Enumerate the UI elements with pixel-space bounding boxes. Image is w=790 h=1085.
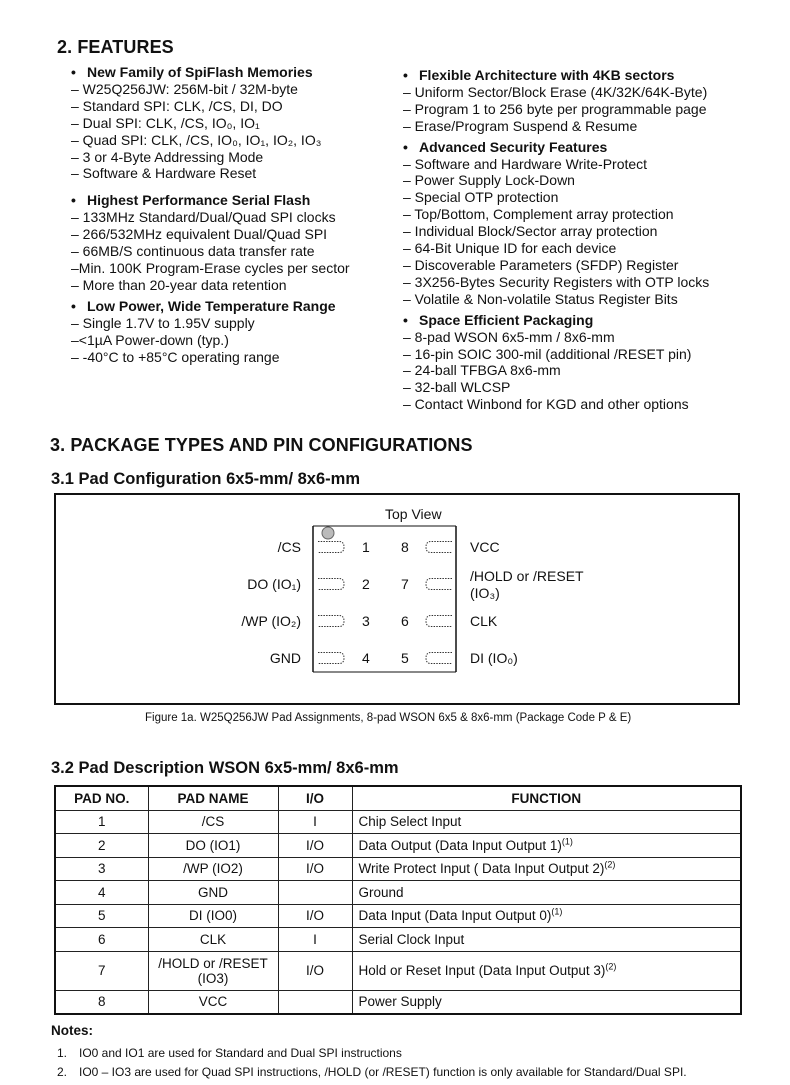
feature-text: – 3 or 4-Byte Addressing Mode bbox=[71, 148, 264, 165]
table-header-row bbox=[55, 786, 741, 810]
pad-2-outline bbox=[318, 579, 344, 590]
feature-group-heading bbox=[71, 192, 350, 209]
feature-text: – Program 1 to 256 byte per programmable page bbox=[403, 100, 707, 117]
note-1 bbox=[57, 1046, 402, 1060]
pad-name-cell bbox=[148, 951, 278, 990]
bullet-icon: • bbox=[403, 138, 408, 155]
footnote-ref: (1) bbox=[551, 906, 563, 917]
pad-5-number: 5 bbox=[401, 650, 409, 666]
pad-1-name: /CS bbox=[277, 539, 301, 555]
function-cell bbox=[352, 928, 741, 952]
footnote-ref: (2) bbox=[604, 859, 616, 870]
feature-item bbox=[403, 291, 709, 308]
feature-text: –<1µA Power-down (typ.) bbox=[71, 331, 229, 348]
function-text: Hold or Reset Input (Data Input Output 3) bbox=[358, 963, 606, 978]
feature-text: – Contact Winbond for KGD and other options bbox=[403, 396, 689, 413]
notes-title: Notes: bbox=[51, 1023, 94, 1038]
feature-item bbox=[403, 118, 709, 135]
note-2 bbox=[57, 1065, 687, 1079]
feature-text: – Uniform Sector/Block Erase (4K/32K/64K-Byte) bbox=[403, 83, 708, 100]
pad-8-outline bbox=[426, 542, 452, 553]
feature-group-heading bbox=[403, 312, 709, 329]
io-cell: I bbox=[278, 928, 352, 952]
function-text: Data Output (Data Input Output 1) bbox=[358, 837, 562, 853]
io-cell: I/O bbox=[278, 834, 352, 858]
bullet-icon: • bbox=[403, 67, 408, 83]
feature-item bbox=[71, 349, 350, 366]
feature-item bbox=[403, 172, 709, 189]
feature-item bbox=[403, 206, 709, 223]
feature-text: – Quad SPI: CLK, /CS, IO₀, IO₁, IO₂, IO₃ bbox=[71, 131, 322, 148]
feature-group-heading bbox=[71, 64, 350, 81]
pad-name-cell: /CS bbox=[148, 810, 278, 834]
pad-3-name: /WP (IO₂) bbox=[241, 613, 301, 629]
table-row bbox=[55, 810, 741, 834]
pad-4-number: 4 bbox=[362, 650, 370, 666]
feature-text: Advanced Security Features bbox=[419, 138, 608, 155]
function-cell bbox=[352, 881, 741, 905]
feature-text: – W25Q256JW: 256M-bit / 32M-byte bbox=[71, 80, 298, 97]
feature-item bbox=[71, 98, 350, 115]
pad-no-cell: 3 bbox=[55, 857, 148, 881]
spacer bbox=[71, 182, 350, 188]
feature-text: Flexible Architecture with 4KB sectors bbox=[419, 67, 675, 83]
feature-group-heading bbox=[403, 67, 709, 84]
note-1-text: IO0 and IO1 are used for Standard and Dual SPI instructions bbox=[79, 1046, 402, 1060]
feature-text: – Top/Bottom, Complement array protection bbox=[403, 206, 674, 223]
feature-text: – 64-Bit Unique ID for each device bbox=[403, 240, 617, 257]
bullet-icon: • bbox=[403, 311, 408, 328]
figure-caption: Figure 1a. W25Q256JW Pad Assignments, 8-pad WSON 6x5 & 8x6-mm (Package Code P & E) bbox=[145, 712, 632, 724]
bullet-icon: • bbox=[71, 64, 76, 80]
function-text: Chip Select Input bbox=[358, 814, 462, 830]
feature-text: New Family of SpiFlash Memories bbox=[87, 64, 313, 80]
table-row bbox=[55, 951, 741, 990]
note-2-text: IO0 – IO3 are used for Quad SPI instructions, /HOLD (or /RESET) function is only available for Standard/Dual SPI. bbox=[79, 1065, 687, 1079]
feature-item bbox=[403, 156, 709, 173]
pad-name-cell: /WP (IO2) bbox=[148, 857, 278, 881]
feature-text: – Standard SPI: CLK, /CS, DI, DO bbox=[71, 97, 283, 114]
feature-group-heading bbox=[71, 298, 350, 315]
feature-text: – Individual Block/Sector array protection bbox=[403, 223, 658, 240]
pad-2-number: 2 bbox=[362, 576, 370, 592]
pad-4-outline bbox=[318, 653, 344, 664]
note-1-number: 1. bbox=[57, 1046, 68, 1060]
pad-name-line1: /HOLD or /RESET bbox=[158, 955, 268, 971]
feature-item bbox=[403, 346, 709, 363]
pad-name-cell: DI (IO0) bbox=[148, 904, 278, 928]
feature-text: – -40°C to +85°C operating range bbox=[71, 348, 280, 365]
pad-name-line2: (IO3) bbox=[197, 970, 229, 986]
feature-text: Low Power, Wide Temperature Range bbox=[87, 297, 336, 314]
table-row bbox=[55, 857, 741, 881]
feature-text: – 32-ball WLCSP bbox=[403, 379, 511, 396]
wson-package-drawing bbox=[56, 495, 742, 707]
feature-item bbox=[71, 132, 350, 149]
feature-item bbox=[71, 81, 350, 98]
pad-5-name: DI (IO₀) bbox=[470, 650, 518, 666]
feature-item bbox=[403, 240, 709, 257]
feature-item bbox=[71, 115, 350, 132]
function-text: Write Protect Input ( Data Input Output 2) bbox=[358, 861, 605, 877]
feature-item bbox=[71, 165, 350, 182]
feature-text: – 16-pin SOIC 300-mil (additional /RESET pin) bbox=[403, 345, 692, 362]
pad-name-cell: GND bbox=[148, 881, 278, 905]
feature-text: – Software and Hardware Write-Protect bbox=[403, 155, 648, 172]
footnote-ref: (2) bbox=[605, 961, 617, 972]
feature-text: – 8-pad WSON 6x5-mm / 8x6-mm bbox=[403, 328, 615, 345]
feature-text: –Min. 100K Program-Erase cycles per sector bbox=[71, 259, 350, 276]
pad-no-cell: 5 bbox=[55, 904, 148, 928]
pad-description-heading: 3.2 Pad Description WSON 6x5-mm/ 8x6-mm bbox=[51, 759, 399, 777]
feature-item bbox=[403, 329, 709, 346]
feature-item bbox=[403, 84, 709, 101]
function-text: Power Supply bbox=[358, 994, 442, 1010]
pin1-marker-dot bbox=[322, 527, 334, 539]
header-io: I/O bbox=[278, 786, 352, 810]
header-pad-no: PAD NO. bbox=[55, 786, 148, 810]
pad-7-name-line2: (IO₃) bbox=[470, 585, 500, 601]
pad-no-cell: 4 bbox=[55, 881, 148, 905]
pad-8-name: VCC bbox=[470, 539, 500, 555]
feature-item bbox=[403, 101, 709, 118]
function-text: Serial Clock Input bbox=[358, 931, 465, 947]
feature-group-heading bbox=[403, 139, 709, 156]
pad-7-name: /HOLD or /RESET bbox=[470, 568, 584, 584]
function-cell bbox=[352, 834, 741, 858]
function-text: Data Input (Data Input Output 0) bbox=[358, 908, 552, 924]
feature-item bbox=[71, 332, 350, 349]
feature-item bbox=[403, 362, 709, 379]
pad-3-number: 3 bbox=[362, 613, 370, 629]
feature-item bbox=[71, 209, 350, 226]
feature-item bbox=[403, 274, 709, 291]
function-cell bbox=[352, 904, 741, 928]
table-row bbox=[55, 928, 741, 952]
function-cell bbox=[352, 857, 741, 881]
feature-item bbox=[71, 277, 350, 294]
table-row bbox=[55, 834, 741, 858]
features-heading: 2. FEATURES bbox=[57, 37, 174, 57]
header-pad-name: PAD NAME bbox=[148, 786, 278, 810]
feature-text: – Volatile & Non-volatile Status Register Bits bbox=[403, 290, 678, 307]
io-cell: I/O bbox=[278, 951, 352, 990]
pad-5-outline bbox=[426, 653, 452, 664]
pad-1-number: 1 bbox=[362, 539, 370, 555]
feature-text: – Erase/Program Suspend & Resume bbox=[403, 117, 638, 134]
note-2-number: 2. bbox=[57, 1065, 68, 1079]
pad-name-cell: VCC bbox=[148, 990, 278, 1014]
pad-no-cell: 2 bbox=[55, 834, 148, 858]
feature-item bbox=[403, 223, 709, 240]
pad-no-cell: 7 bbox=[55, 951, 148, 990]
feature-item bbox=[403, 379, 709, 396]
bullet-icon: • bbox=[71, 297, 76, 314]
pad-name-cell: DO (IO1) bbox=[148, 834, 278, 858]
io-cell bbox=[278, 881, 352, 905]
features-left-column bbox=[71, 64, 350, 365]
feature-text: – 24-ball TFBGA 8x6-mm bbox=[403, 362, 561, 379]
pad-no-cell: 1 bbox=[55, 810, 148, 834]
feature-text: – Special OTP protection bbox=[403, 189, 559, 206]
feature-text: – Single 1.7V to 1.95V supply bbox=[71, 314, 255, 331]
pad-6-name: CLK bbox=[470, 613, 498, 629]
feature-text: – Discoverable Parameters (SFDP) Register bbox=[403, 256, 679, 273]
function-text: Ground bbox=[358, 884, 404, 900]
pad-7-outline bbox=[426, 579, 452, 590]
table-row bbox=[55, 881, 741, 905]
table-row bbox=[55, 904, 741, 928]
pad-6-outline bbox=[426, 616, 452, 627]
table-row bbox=[55, 990, 741, 1014]
pad-no-cell: 6 bbox=[55, 928, 148, 952]
io-cell: I/O bbox=[278, 857, 352, 881]
feature-text: – Dual SPI: CLK, /CS, IO₀, IO₁ bbox=[71, 114, 260, 131]
feature-item bbox=[403, 396, 709, 413]
feature-text: – 266/532MHz equivalent Dual/Quad SPI bbox=[71, 226, 328, 243]
feature-item bbox=[403, 189, 709, 206]
io-cell bbox=[278, 990, 352, 1014]
pad-2-name: DO (IO₁) bbox=[247, 576, 301, 592]
pad-4-name: GND bbox=[269, 650, 301, 666]
package-types-heading: 3. PACKAGE TYPES AND PIN CONFIGURATIONS bbox=[50, 435, 473, 455]
features-right-column bbox=[403, 67, 709, 413]
feature-text: – Power Supply Lock-Down bbox=[403, 172, 575, 189]
feature-text: Space Efficient Packaging bbox=[419, 311, 594, 328]
function-cell bbox=[352, 810, 741, 834]
pad-description-table bbox=[54, 785, 742, 1015]
feature-text: – 3X256-Bytes Security Registers with OTP locks bbox=[403, 273, 710, 290]
feature-text: – 66MB/S continuous data transfer rate bbox=[71, 243, 315, 260]
feature-text: – Software & Hardware Reset bbox=[71, 165, 257, 182]
function-cell bbox=[352, 951, 741, 990]
footnote-ref: (1) bbox=[561, 836, 573, 847]
pad-no-cell: 8 bbox=[55, 990, 148, 1014]
io-cell: I/O bbox=[278, 904, 352, 928]
feature-item bbox=[71, 226, 350, 243]
header-function: FUNCTION bbox=[352, 786, 741, 810]
bullet-icon: • bbox=[71, 192, 76, 209]
function-cell bbox=[352, 990, 741, 1014]
pad-configuration-heading: 3.1 Pad Configuration 6x5-mm/ 8x6-mm bbox=[51, 470, 360, 488]
feature-item bbox=[71, 315, 350, 332]
feature-text: – 133MHz Standard/Dual/Quad SPI clocks bbox=[71, 209, 336, 226]
feature-text: Highest Performance Serial Flash bbox=[87, 192, 311, 209]
pad-8-number: 8 bbox=[401, 539, 409, 555]
top-view-label: Top View bbox=[385, 506, 442, 522]
pad-1-outline bbox=[318, 542, 344, 553]
pad-6-number: 6 bbox=[401, 613, 409, 629]
io-cell: I bbox=[278, 810, 352, 834]
feature-item bbox=[71, 149, 350, 166]
feature-item bbox=[403, 257, 709, 274]
pad-7-number: 7 bbox=[401, 576, 409, 592]
pad-configuration-diagram bbox=[54, 493, 740, 705]
feature-text: – More than 20-year data retention bbox=[71, 276, 287, 293]
pad-name-cell: CLK bbox=[148, 928, 278, 952]
feature-item bbox=[71, 243, 350, 260]
feature-item bbox=[71, 260, 350, 277]
pad-3-outline bbox=[318, 616, 344, 627]
